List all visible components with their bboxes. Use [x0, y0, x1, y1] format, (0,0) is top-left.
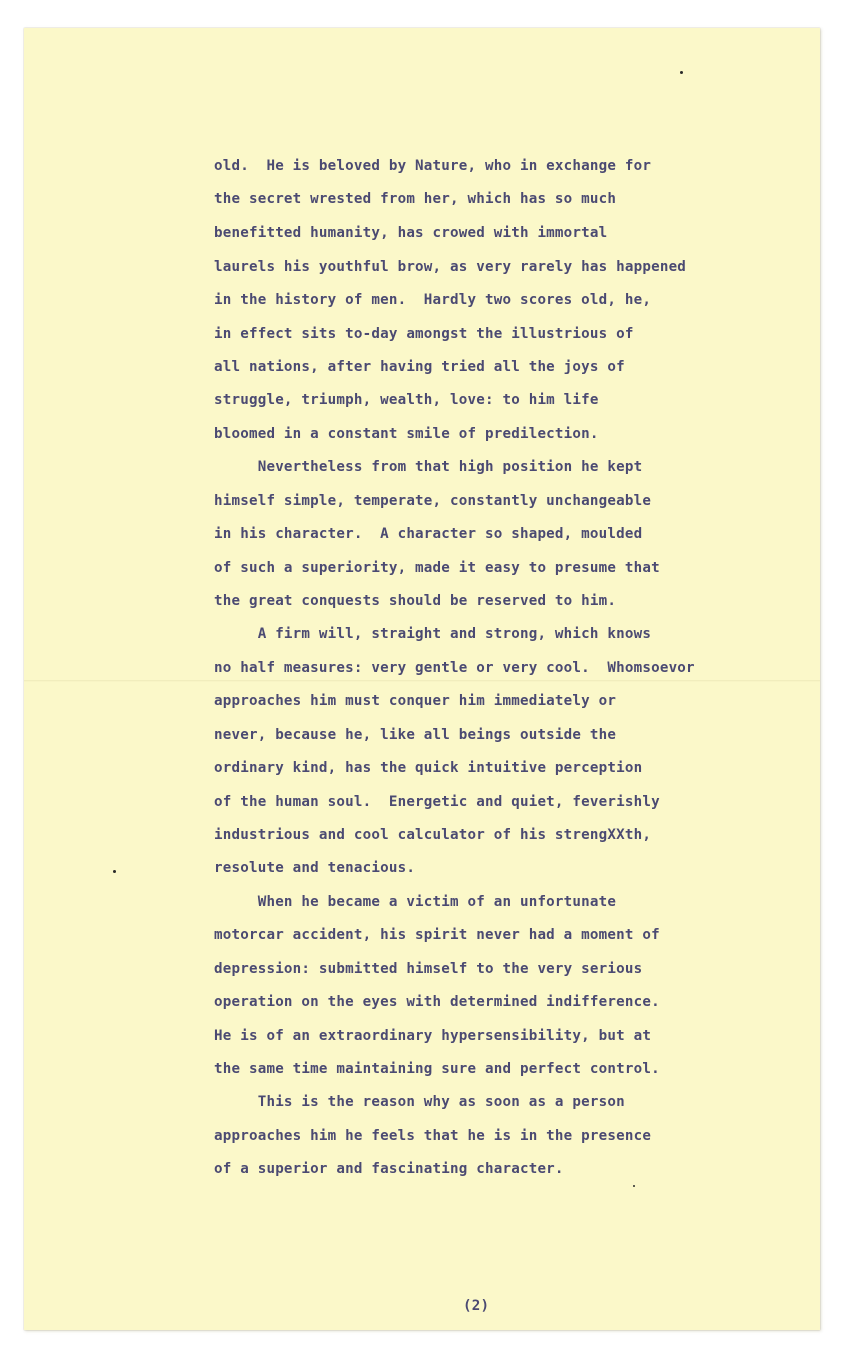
text-line: resolute and tenacious.	[214, 860, 416, 876]
text-line: motorcar accident, his spirit never had a moment of	[214, 927, 660, 943]
text-line: in his character. A character so shaped, moulded	[214, 526, 643, 542]
text-line: He is of an extraordinary hypersensibility, but at	[214, 1028, 652, 1044]
text-line: in effect sits to-day amongst the illustrious of	[214, 326, 634, 342]
text-line: operation on the eyes with determined indifference.	[214, 994, 660, 1010]
text-line: approaches him must conquer him immediately or	[214, 693, 617, 709]
text-line: depression: submitted himself to the very serious	[214, 961, 643, 977]
text-line: the great conquests should be reserved to him.	[214, 593, 617, 609]
text-line: of the human soul. Energetic and quiet, feverishly	[214, 794, 660, 810]
text-line: industrious and cool calculator of his strengXXth,	[214, 827, 652, 843]
text-line: the secret wrested from her, which has so much	[214, 191, 617, 207]
text-line: never, because he, like all beings outside the	[214, 727, 617, 743]
page-number: (2)	[463, 1298, 490, 1314]
text-line: This is the reason why as soon as a person	[214, 1094, 625, 1110]
text-line: of such a superiority, made it easy to presume that	[214, 560, 660, 576]
text-line: of a superior and fascinating character.	[214, 1161, 564, 1177]
paper-fold-crease	[24, 680, 820, 682]
ink-speck	[633, 1185, 635, 1187]
text-line: old. He is beloved by Nature, who in exchange for	[214, 158, 652, 174]
text-line: When he became a victim of an unfortunate	[214, 894, 617, 910]
ink-speck	[680, 71, 683, 74]
text-line: Nevertheless from that high position he kept	[214, 459, 643, 475]
text-line: ordinary kind, has the quick intuitive perception	[214, 760, 643, 776]
text-line: in the history of men. Hardly two scores old, he,	[214, 292, 652, 308]
text-line: all nations, after having tried all the joys of	[214, 359, 625, 375]
text-line: himself simple, temperate, constantly unchangeable	[214, 493, 652, 509]
typewritten-page	[24, 28, 820, 1330]
ink-speck	[113, 870, 116, 873]
text-line: A firm will, straight and strong, which knows	[214, 626, 652, 642]
text-line: struggle, triumph, wealth, love: to him life	[214, 392, 599, 408]
text-line: bloomed in a constant smile of predilection.	[214, 426, 599, 442]
text-line: approaches him he feels that he is in the presence	[214, 1128, 652, 1144]
text-line: benefitted humanity, has crowed with immortal	[214, 225, 608, 241]
text-line: laurels his youthful brow, as very rarely has happened	[214, 259, 687, 275]
text-line: the same time maintaining sure and perfect control.	[214, 1061, 660, 1077]
text-line: no half measures: very gentle or very cool. Whomsoevor	[214, 660, 695, 676]
